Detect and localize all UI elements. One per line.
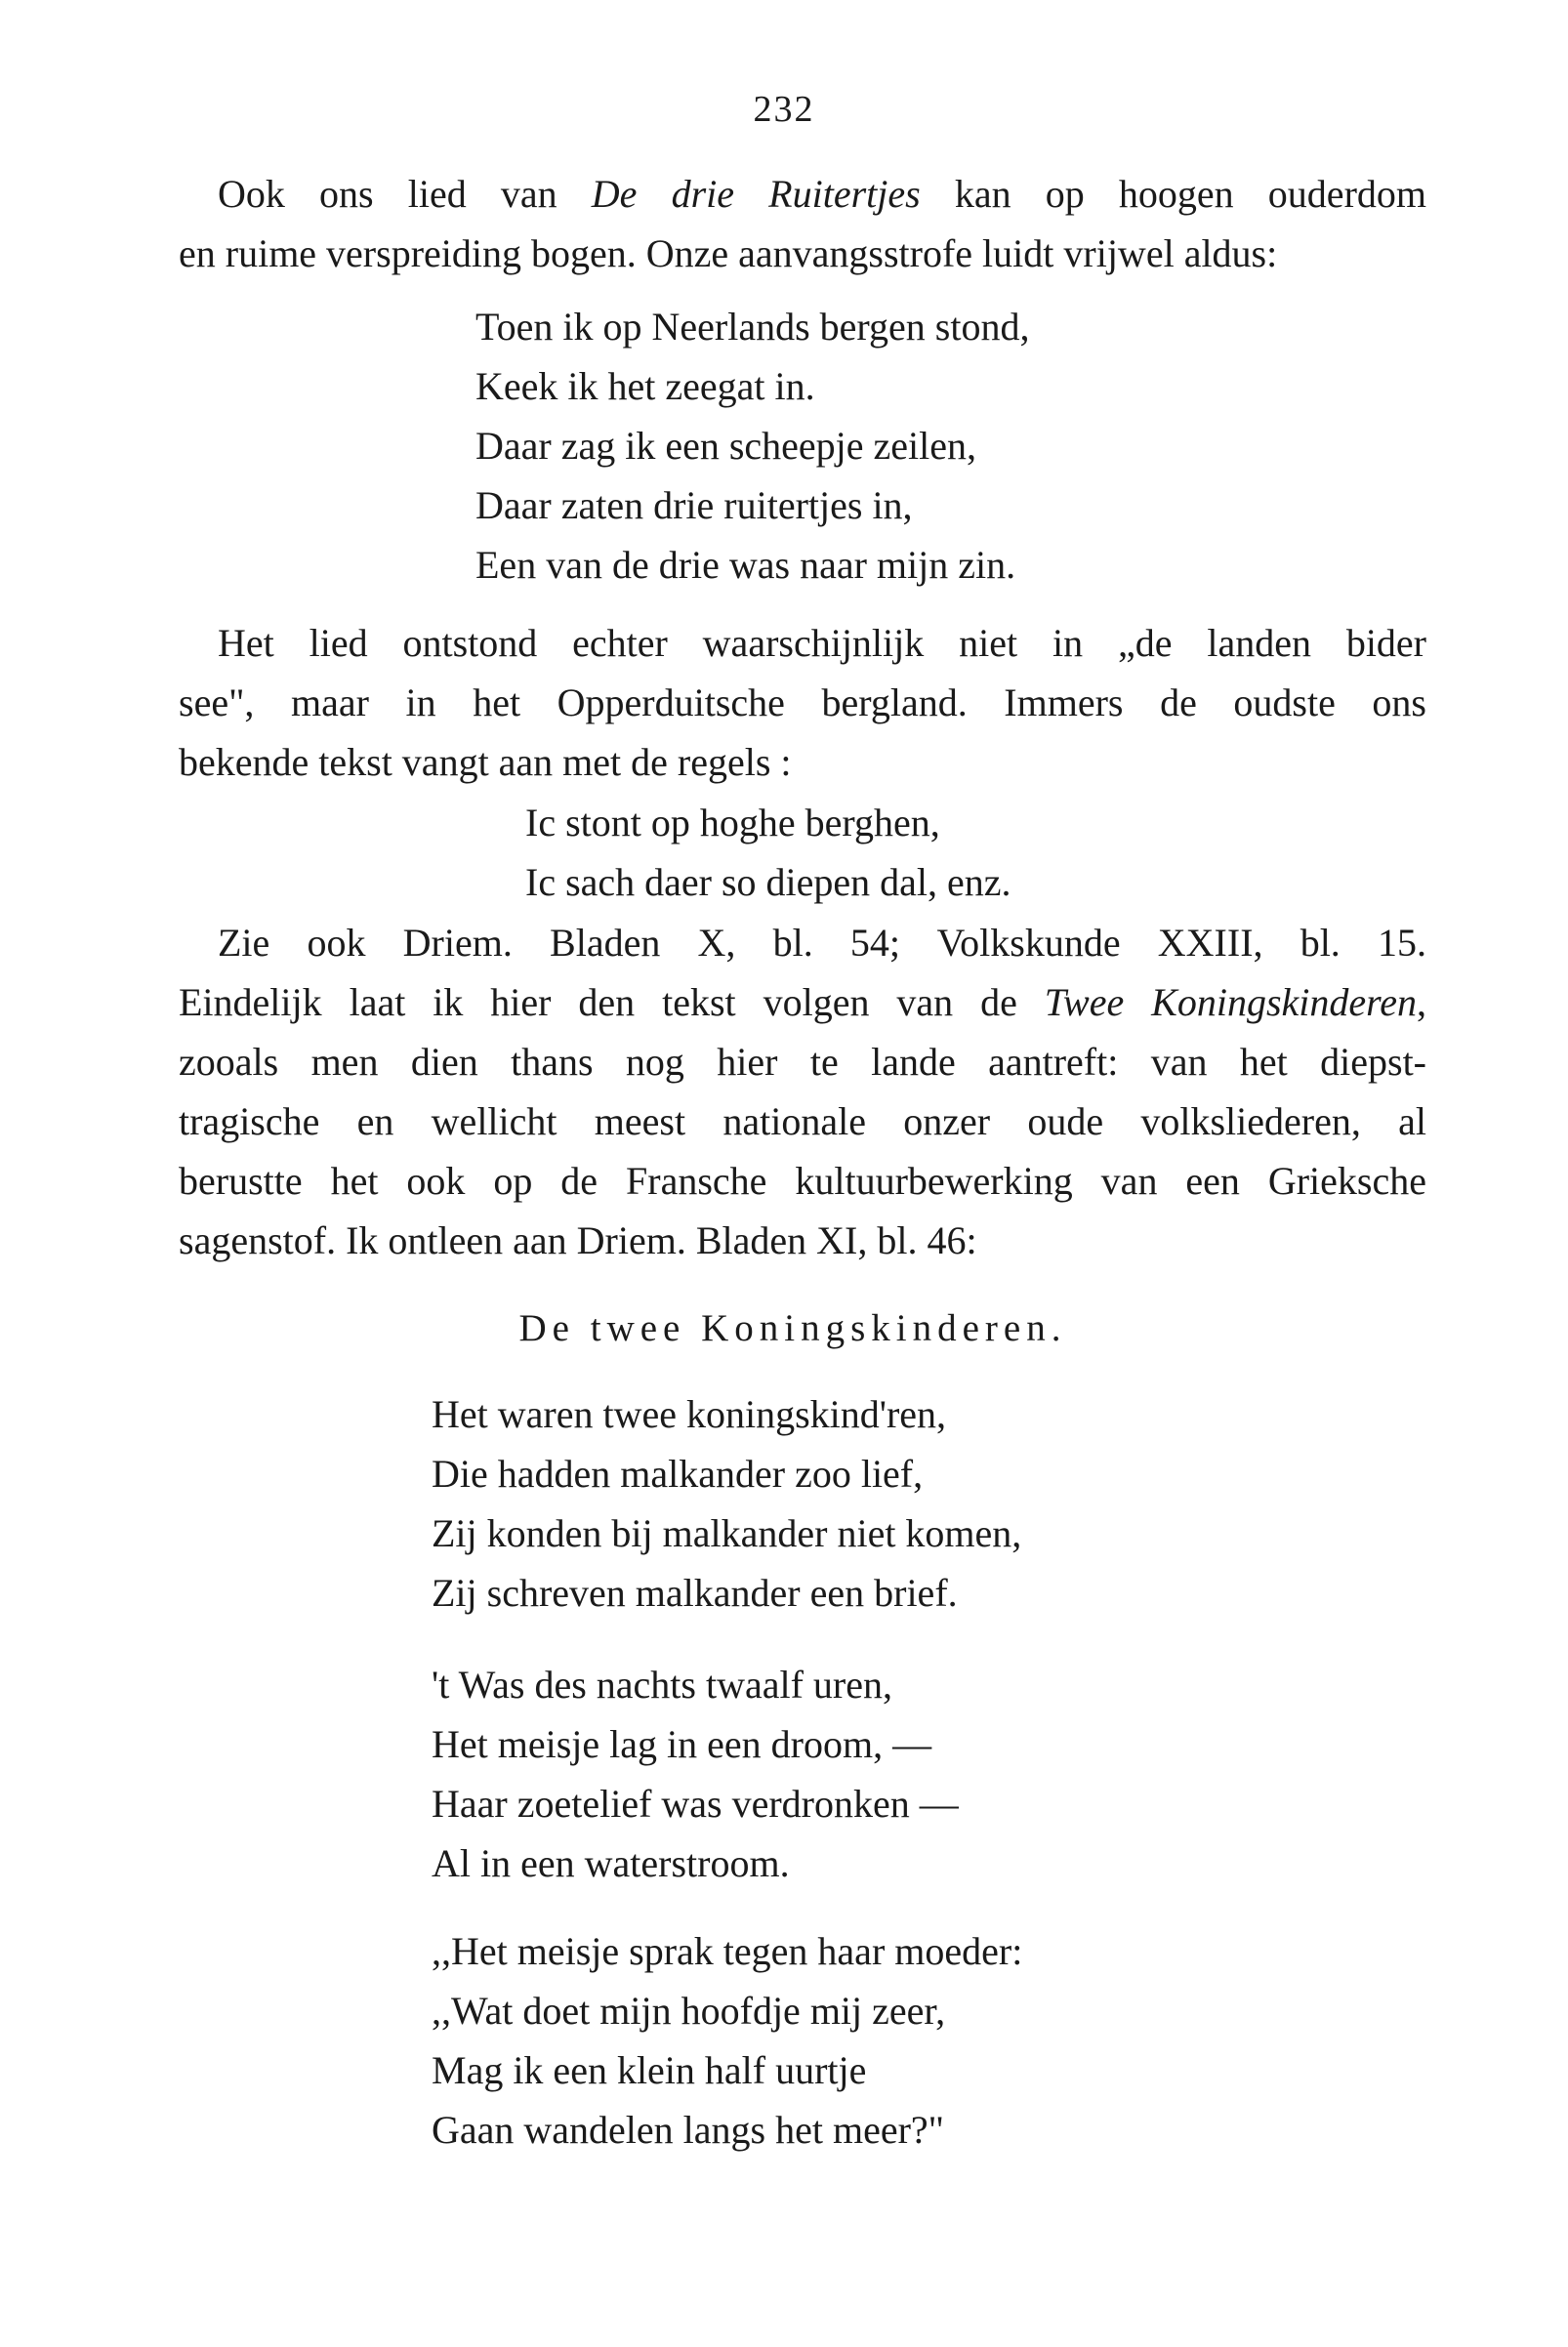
- paragraph-line: en ruime verspreiding bogen. Onze aanvangsstrofe luidt vrijwel aldus:: [179, 231, 1278, 275]
- verse-line: Al in een waterstroom.: [432, 1841, 790, 1885]
- verse-line: Keek ik het zeegat in.: [475, 364, 815, 408]
- verse-line: ,,Het meisje sprak tegen haar moeder:: [432, 1929, 1023, 1973]
- verse-line: Ic stont op hoghe berghen,: [525, 801, 940, 844]
- poem-title: De twee Koningskinderen.: [518, 1307, 1067, 1349]
- paragraph-line: bekende tekst vangt aan met de regels :: [179, 740, 792, 784]
- verse-line: Mag ik een klein half uurtje: [432, 2048, 867, 2092]
- paragraph-line: Ook ons lied van De drie Ruitertjes kan op hoogen ouderdom: [218, 172, 1426, 216]
- verse-line: Die hadden malkander zoo lief,: [432, 1452, 924, 1496]
- stanza: [432, 1921, 1022, 2160]
- verse-block: [525, 793, 1011, 912]
- paragraph-line: Zie ook Driem. Bladen X, bl. 54; Volkskunde XXIII, bl. 15.: [218, 921, 1426, 965]
- verse-line: Het waren twee koningskind'ren,: [432, 1392, 947, 1436]
- verse-line: Daar zaten drie ruitertjes in,: [475, 483, 913, 527]
- italic-title: De drie Ruitertjes: [591, 172, 921, 216]
- paragraph-line: tragische en wellicht meest nationale onzer oude volksliederen, al: [179, 1099, 1426, 1143]
- verse-line: Zij konden bij malkander niet komen,: [432, 1511, 1022, 1555]
- stanza: [432, 1655, 959, 1893]
- italic-title: Twee Koningskinderen: [1044, 980, 1417, 1024]
- paragraph-line: Eindelijk laat ik hier den tekst volgen van de Twee Koningskinderen,: [179, 980, 1426, 1024]
- verse-line: Toen ik op Neerlands bergen stond,: [475, 305, 1030, 349]
- verse-line: Gaan wandelen langs het meer?": [432, 2108, 944, 2152]
- paragraph-line: zooals men dien thans nog hier te lande aantreft: van het diepst-: [179, 1040, 1426, 1084]
- verse-line: Daar zag ik een scheepje zeilen,: [475, 424, 977, 468]
- paragraph-line: sagenstof. Ik ontleen aan Driem. Bladen XI, bl. 46:: [179, 1218, 977, 1262]
- verse-line: Ic sach daer so diepen dal, enz.: [525, 860, 1011, 904]
- verse-line: 't Was des nachts twaalf uren,: [432, 1663, 892, 1707]
- paragraph-line: berustte het ook op de Fransche kultuurbewerking van een Grieksche: [179, 1159, 1426, 1203]
- page-number: 232: [753, 89, 815, 130]
- verse-line: Een van de drie was naar mijn zin.: [475, 543, 1016, 587]
- verse-line: ,,Wat doet mijn hoofdje mij zeer,: [432, 1989, 946, 2033]
- paragraph-line: see", maar in het Opperduitsche bergland. Immers de oudste ons: [179, 680, 1426, 724]
- verse-line: Het meisje lag in een droom, —: [432, 1722, 932, 1766]
- verse-block: [475, 297, 1029, 595]
- stanza: [432, 1384, 1021, 1623]
- verse-line: Zij schreven malkander een brief.: [432, 1571, 958, 1615]
- paragraph-line: Het lied ontstond echter waarschijnlijk niet in „de landen bider: [218, 621, 1426, 665]
- verse-line: Haar zoetelief was verdronken —: [432, 1782, 959, 1826]
